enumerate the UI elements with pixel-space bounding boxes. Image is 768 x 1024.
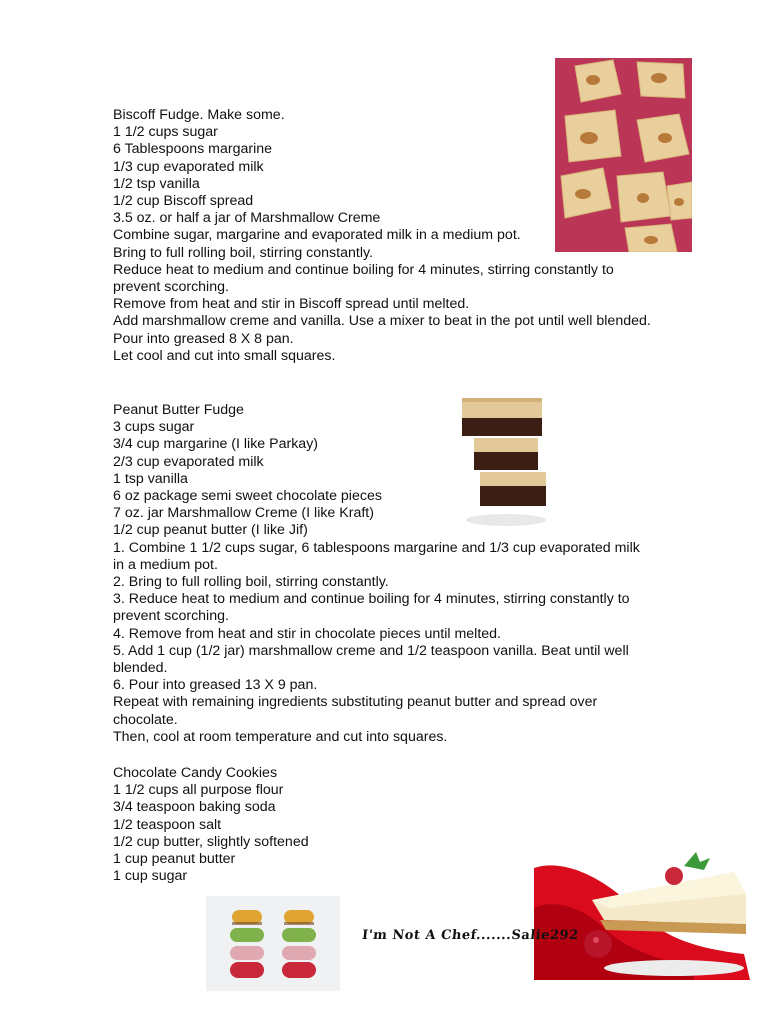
instruction-line: 4. Remove from heat and stir in chocolate pieces until melted. [113, 625, 501, 642]
instruction-line: 3. Reduce heat to medium and continue boiling for 4 minutes, stirring constantly to prevent scorching. [113, 591, 634, 625]
ingredient-line: 3.5 oz. or half a jar of Marshmallow Creme [113, 210, 381, 227]
recipe-title: Peanut Butter Fudge [113, 402, 244, 418]
instruction-line: Let cool and cut into small squares. [113, 347, 336, 364]
instruction-line: Remove from heat and stir in Biscoff spread until melted. [113, 296, 470, 313]
ingredient-line: 3/4 cup margarine (I like Parkay) [113, 436, 319, 453]
ingredient-line: 1 cup sugar [113, 868, 188, 885]
instruction-line: Bring to full rolling boil, stirring constantly. [113, 244, 373, 261]
instruction-line: Add marshmallow creme and vanilla. Use a mixer to beat in the pot until well blended. [113, 313, 651, 330]
ingredient-line: 1 tsp vanilla [113, 470, 188, 487]
ingredient-line: 1/2 cup Biscoff spread [113, 193, 254, 210]
ingredient-line: 1/2 cup butter, slightly softened [113, 833, 309, 850]
ingredient-line: 1/2 teaspoon salt [113, 816, 222, 833]
instruction-line: Then, cool at room temperature and cut into squares. [113, 728, 448, 745]
instruction-line: Repeat with remaining ingredients substituting peanut butter and spread over chocolate. [113, 694, 602, 728]
instruction-line: 1. Combine 1 1/2 cups sugar, 6 tablespoons margarine and 1/3 cup evaporated milk in a medium pot. [113, 539, 644, 573]
ingredient-line: 7 oz. jar Marshmallow Creme (I like Kraft) [113, 505, 374, 522]
recipe-title: Biscoff Fudge. Make some. [113, 107, 285, 123]
ingredient-line: 1/3 cup evaporated milk [113, 158, 264, 175]
instruction-line: 5. Add 1 cup (1/2 jar) marshmallow creme and 1/2 teaspoon vanilla. Beat until well blended. [113, 642, 633, 677]
signature: I'm Not A Chef.......Salie292 [361, 928, 580, 943]
ingredient-line: 6 Tablespoons margarine [113, 141, 273, 158]
ingredient-line: 3 cups sugar [113, 419, 195, 436]
peanut-butter-fudge-photo [454, 388, 556, 531]
instruction-line: Reduce heat to medium and continue boiling for 4 minutes, stirring constantly to prevent scorching. [113, 261, 618, 296]
recipe-chocolate-candy-cookies [113, 765, 309, 885]
macarons-photo [206, 896, 340, 991]
ingredient-line: 1/2 cup peanut butter (I like Jif) [113, 522, 308, 539]
ingredient-line: 2/3 cup evaporated milk [113, 453, 264, 470]
instruction-line: Combine sugar, margarine and evaporated milk in a medium pot. [113, 227, 521, 244]
ingredient-line: 1 1/2 cups sugar [113, 124, 218, 141]
instruction-line: Pour into greased 8 X 8 pan. [113, 330, 294, 347]
ingredient-line: 1 cup peanut butter [113, 851, 236, 868]
ingredient-line: 3/4 teaspoon baking soda [113, 799, 276, 816]
instruction-line: 2. Bring to full rolling boil, stirring constantly. [113, 574, 389, 591]
ingredient-line: 6 oz package semi sweet chocolate pieces [113, 488, 382, 505]
ingredient-line: 1/2 tsp vanilla [113, 175, 200, 192]
ingredient-line: 1 1/2 cups all purpose flour [113, 782, 284, 799]
biscoff-fudge-photo [555, 58, 692, 252]
recipe-peanut-butter-fudge [113, 402, 653, 746]
recipe-title: Chocolate Candy Cookies [113, 765, 278, 781]
cheesecake-photo [534, 838, 750, 980]
instruction-line: 6. Pour into greased 13 X 9 pan. [113, 677, 318, 694]
